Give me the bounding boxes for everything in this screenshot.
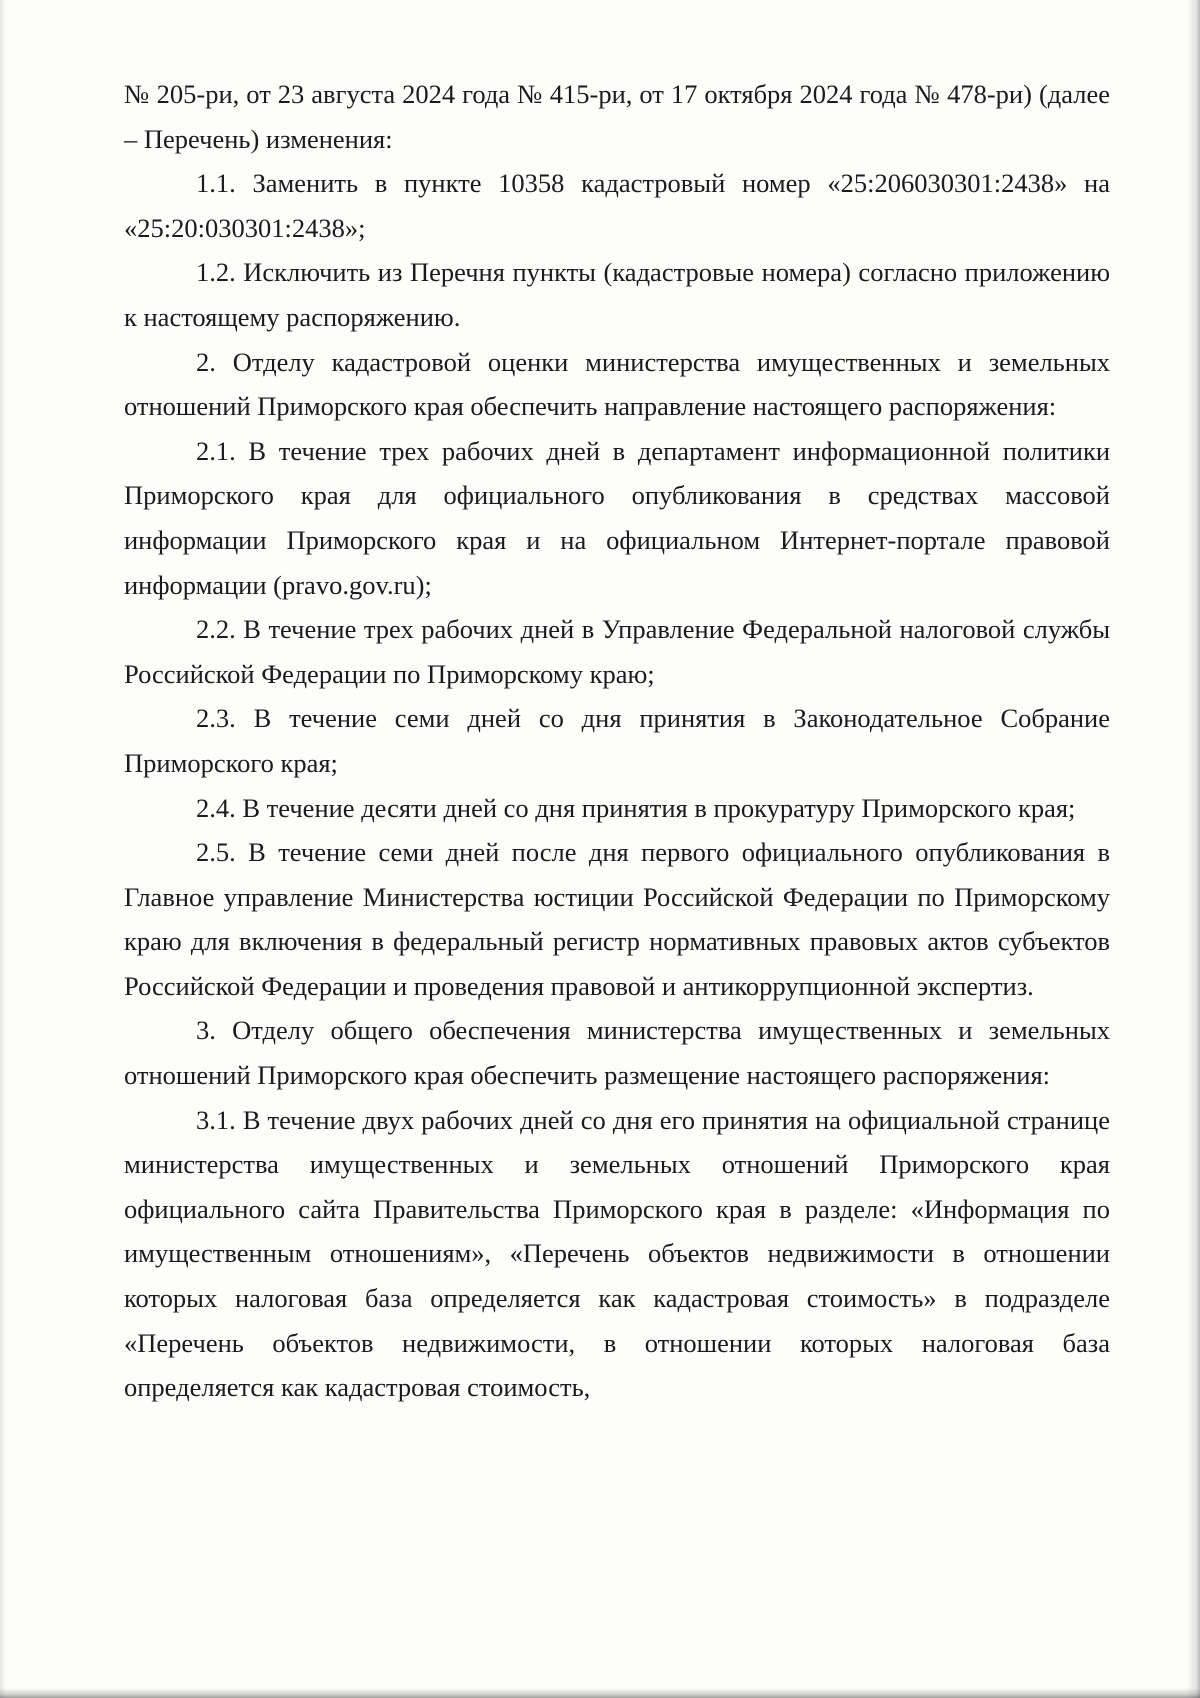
paragraph-3-1: 3.1. В течение двух рабочих дней со дня его принятия на официальной странице министерства имущественных и земельных отношений Приморского края официального сайта Правительства Приморского края в разделе: «Информация по имущественным отношениям», «Перечень объектов недвижимости в отношении которых налоговая база определяется как кадастровая стоимость» в подразделе «Перечень объектов недвижимости, в отношении которых налоговая база определяется как кадастровая стоимость, bbox=[124, 1104, 1110, 1403]
paragraph-3: 3. Отделу общего обеспечения министерства имущественных и земельных отношений Приморского края обеспечить размещение настоящего распоряжения: bbox=[124, 1015, 1110, 1091]
paragraph-2-4: 2.4. В течение десяти дней со дня принятия в прокуратуру Приморского края; bbox=[196, 792, 1076, 823]
paragraph-2-1: 2.1. В течение трех рабочих дней в департамент информационной политики Приморского края для официального опубликования в средствах массовой информации Приморского края и на официальном Интернет-портале правовой информации (pravo.gov.ru); bbox=[124, 435, 1110, 600]
paragraph-2-5: 2.5. В течение семи дней после дня первого официального опубликования в Главное управление Министерства юстиции Российской Федерации по Приморскому краю для включения в федеральный регистр нормативных правовых актов субъектов Российской Федерации и проведения правовой и антикоррупционной экспертиз. bbox=[124, 837, 1110, 1001]
scan-edge-right bbox=[1186, 0, 1200, 1698]
paragraph-2: 2. Отделу кадастровой оценки министерства имущественных и земельных отношений Приморского края обеспечить направление настоящего распоряжения: bbox=[124, 346, 1110, 422]
paragraph-1-1: 1.1. Заменить в пункте 10358 кадастровый номер «25:206030301:2438» на «25:20:030301:2438»; bbox=[124, 168, 1110, 243]
paragraph-1-2: 1.2. Исключить из Перечня пункты (кадастровые номера) согласно приложению к настоящему распоряжению. bbox=[124, 257, 1110, 332]
paragraph-2-3: 2.3. В течение семи дней со дня принятия в Законодательное Собрание Приморского края; bbox=[124, 703, 1110, 778]
scan-edge-left bbox=[0, 0, 6, 1698]
scan-edge-bottom bbox=[0, 1688, 1200, 1698]
paragraph-continuation: № 205-ри, от 23 августа 2024 года № 415-ри, от 17 октября 2024 года № 478-ри) (далее – Перечень) изменения: bbox=[124, 79, 1110, 154]
paragraph-2-2: 2.2. В течение трех рабочих дней в Управление Федеральной налоговой службы Российской Федерации по Приморскому краю; bbox=[124, 614, 1110, 689]
document-body bbox=[124, 72, 1110, 1410]
